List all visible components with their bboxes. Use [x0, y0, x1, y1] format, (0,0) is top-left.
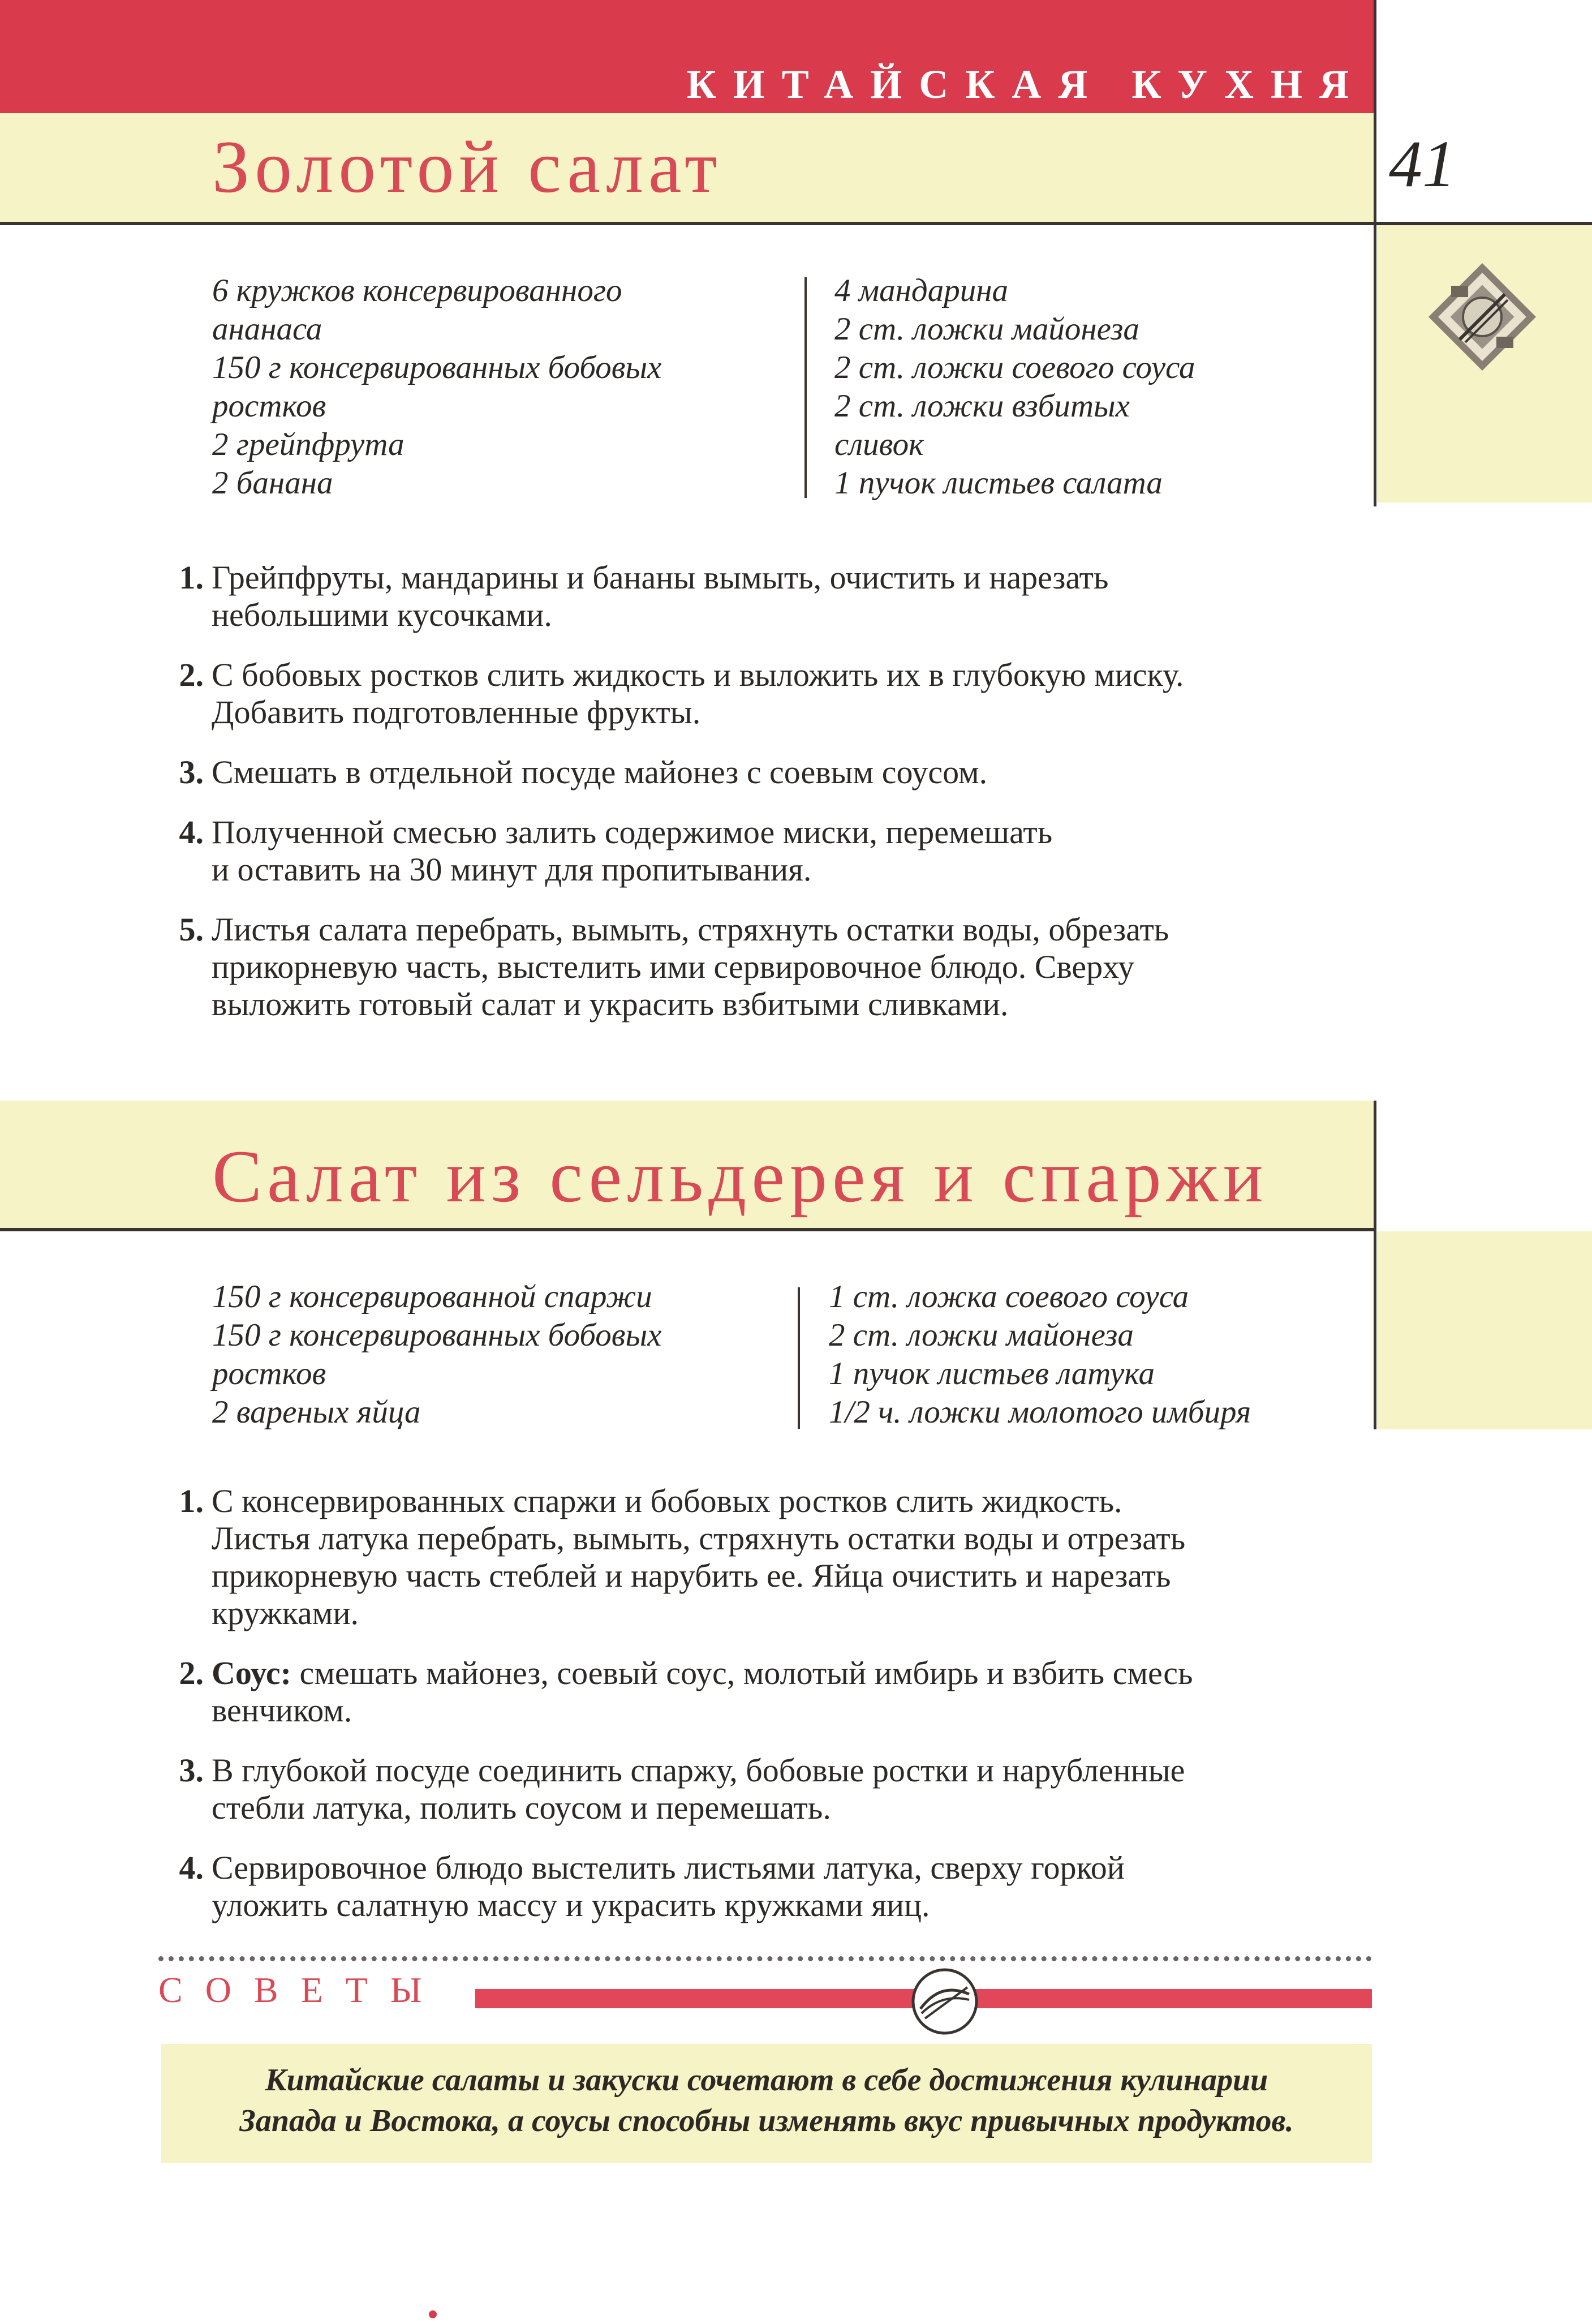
step	[158, 1849, 1403, 1924]
step-text	[212, 1655, 1403, 1729]
page-divider-line-3	[1374, 1231, 1376, 1429]
step-number: 2.	[179, 656, 204, 693]
ingredient-line: 1 ст. ложка соевого соуса	[829, 1279, 1189, 1315]
ingredient-line: ростков	[212, 1356, 326, 1391]
step-line-text: смешать майонез, соевый соус, молотый имбирь и взбить смесь	[291, 1655, 1193, 1691]
step-number: 1.	[179, 559, 204, 596]
ingredient-line: 1 пучок листьев салата	[834, 465, 1163, 501]
page-divider-line	[1374, 0, 1376, 506]
step	[158, 559, 1403, 634]
step-text	[212, 656, 1403, 731]
recipe2-steps	[158, 1483, 1403, 1924]
step-number: 4.	[179, 1849, 204, 1886]
step-line	[212, 1655, 1403, 1692]
step	[158, 656, 1403, 731]
step-text	[212, 911, 1403, 1023]
step	[158, 1483, 1403, 1632]
step-line: В глубокой посуде соединить спаржу, бобовые ростки и нарубленные	[212, 1752, 1185, 1789]
step-number: 2.	[179, 1655, 204, 1691]
recipe2-title: Салат из сельдерея и спаржи	[212, 1135, 1268, 1218]
step-number: 3.	[179, 1752, 204, 1789]
ingredient-line: 2 вареных яйца	[212, 1394, 421, 1430]
step-text	[212, 754, 1403, 791]
step-text	[212, 559, 1403, 634]
ingredient-line: 2 ст. ложки майонеза	[829, 1317, 1134, 1353]
ingredient-line: 6 кружков консервированного	[212, 273, 622, 308]
ingredient-line: 150 г консервированной спаржи	[212, 1279, 652, 1315]
step-line: венчиком.	[212, 1692, 352, 1729]
header-rule	[0, 222, 1592, 225]
step-line: кружками.	[212, 1595, 359, 1631]
page-number: 41	[1389, 127, 1456, 201]
step	[158, 911, 1403, 1023]
ingredient-line: 150 г консервированных бобовых	[212, 1317, 662, 1353]
step-line: Грейпфруты, мандарины и бананы вымыть, очистить и нарезать	[212, 559, 1109, 596]
step-line: прикорневую часть стеблей и нарубить ее. Яйца очистить и нарезать	[212, 1557, 1171, 1594]
ingredient-line: ростков	[212, 388, 326, 424]
step-line: Сервировочное блюдо выстелить листьями латука, сверху горкой	[212, 1849, 1125, 1886]
recipe2-ingredients-left	[212, 1278, 661, 1432]
step-number: 5.	[179, 911, 204, 948]
section-label: КИТАЙСКАЯ КУХНЯ	[686, 62, 1366, 107]
tips-line: Запада и Востока, а соусы способны изменять вкус привычных продуктов.	[239, 2103, 1294, 2138]
tips-text	[161, 2060, 1372, 2141]
step-text	[212, 1752, 1403, 1827]
step-line: стебли латука, полить соусом и перемешать.	[212, 1789, 831, 1826]
step-number: 4.	[179, 814, 204, 850]
step-line: Листья латука перебрать, вымыть, стряхнуть остатки воды и отрезать	[212, 1520, 1186, 1557]
chinese-emblem-icon	[1426, 260, 1539, 373]
recipe1-ingredients-right	[834, 272, 1195, 502]
step-number: 3.	[179, 754, 204, 791]
page-divider-line-2	[1374, 1101, 1376, 1234]
ingredient-line: сливок	[834, 427, 924, 462]
step	[158, 814, 1403, 888]
sauce-label: Соус:	[212, 1655, 291, 1691]
recipe1-steps	[158, 559, 1403, 1023]
ingredient-line: 1/2 ч. ложки молотого имбиря	[829, 1394, 1251, 1430]
ingredient-divider	[798, 1287, 800, 1429]
decorative-dot	[429, 2310, 437, 2318]
step-line: С бобовых ростков слить жидкость и выложить их в глубокую миску.	[212, 656, 1184, 693]
step-line: Листья салата перебрать, вымыть, стряхнуть остатки воды, обрезать	[212, 911, 1169, 948]
step-text	[212, 814, 1403, 888]
ingredient-line: 2 банана	[212, 465, 333, 501]
step-line: С консервированных спаржи и бобовых ростков слить жидкость.	[212, 1483, 1122, 1519]
step-line: Добавить подготовленные фрукты.	[212, 694, 701, 731]
step	[158, 754, 1403, 791]
recipe1-ingredients-left	[212, 272, 661, 502]
ingredient-line: 2 ст. ложки майонеза	[834, 311, 1139, 347]
step-line: выложить готовый салат и украсить взбитыми сливками.	[212, 986, 1009, 1023]
step-line: Смешать в отдельной посуде майонез с соевым соусом.	[212, 754, 988, 791]
dotted-rule	[158, 1956, 1372, 1961]
ingredient-line: 2 грейпфрута	[212, 427, 405, 462]
ingredient-line: 150 г консервированных бобовых	[212, 350, 662, 385]
step-line: Полученной смесью залить содержимое миски, перемешать	[212, 814, 1053, 850]
ingredient-divider	[804, 277, 807, 498]
step-text	[212, 1849, 1403, 1924]
tips-line: Китайские салаты и закуски сочетают в себе достижения кулинарии	[265, 2063, 1268, 2098]
step-line: уложить салатную массу и украсить кружками яиц.	[212, 1887, 930, 1923]
step-text	[212, 1483, 1403, 1632]
ingredient-line: 2 ст. ложки взбитых	[834, 388, 1130, 424]
tips-label: СОВЕТЫ	[158, 1970, 445, 2010]
step-line: прикорневую часть, выстелить ими сервировочное блюдо. Сверху	[212, 948, 1134, 985]
recipe2-ingredients-right	[829, 1278, 1251, 1432]
step-number: 1.	[179, 1483, 204, 1519]
header-rule-2	[0, 1228, 1375, 1231]
whisk-icon	[908, 1965, 982, 2038]
step-line: небольшими кусочками.	[212, 596, 552, 633]
step-line: и оставить на 30 минут для пропитывания.	[212, 851, 812, 888]
ingredient-line: ананаса	[212, 311, 322, 347]
step	[158, 1655, 1403, 1729]
recipe1-title: Золотой салат	[212, 125, 722, 208]
step	[158, 1752, 1403, 1827]
side-panel-2	[1377, 1231, 1592, 1429]
ingredient-line: 1 пучок листьев латука	[829, 1356, 1155, 1391]
ingredient-line: 4 мандарина	[834, 273, 1009, 308]
ingredient-line: 2 ст. ложки соевого соуса	[834, 350, 1195, 385]
